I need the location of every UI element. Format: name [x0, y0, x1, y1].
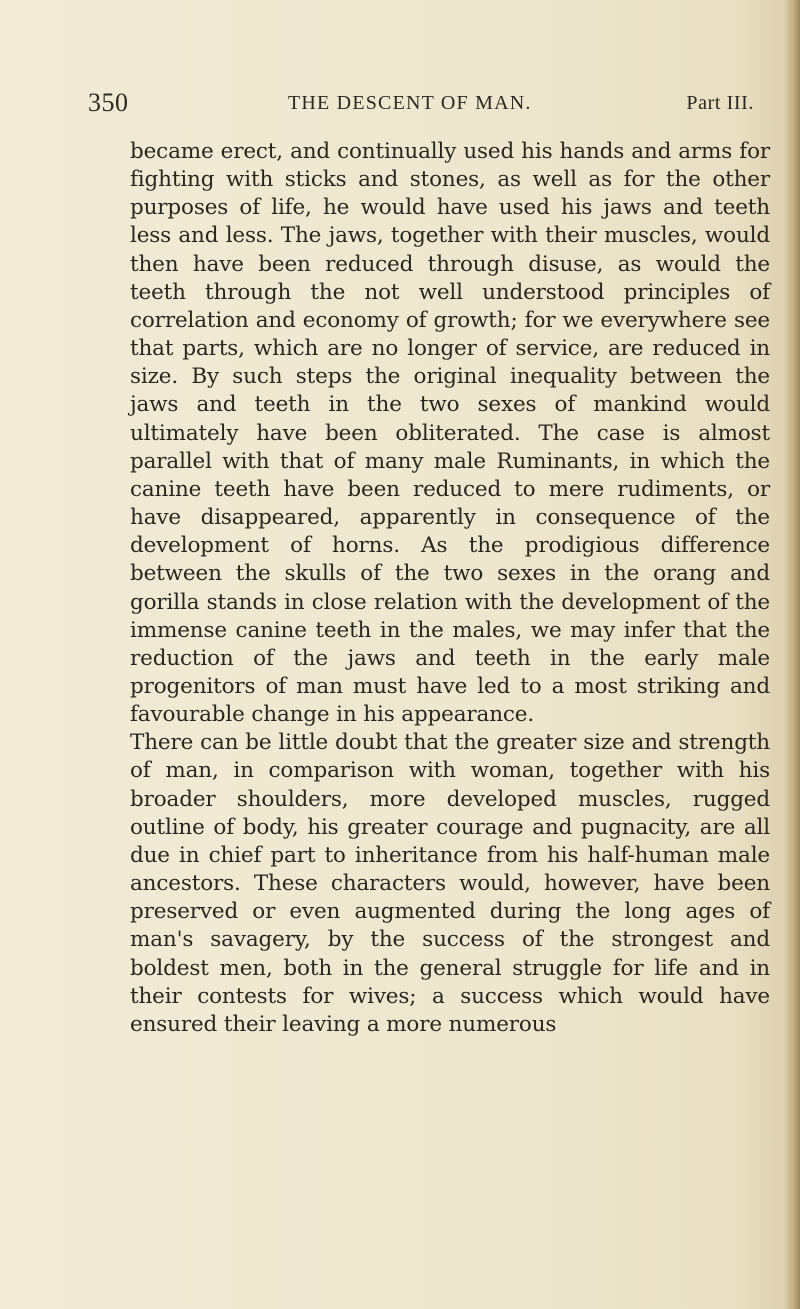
- page-number: 350: [88, 88, 129, 117]
- book-title: THE DESCENT OF MAN.: [288, 92, 532, 114]
- paragraph-1: became erect, and continually used his hands and arms for fighting with sticks and stones, as well as for the other purposes of life, he would have used his jaws and teeth less and less. The jaws, together with their muscles, would then have been reduced through disuse, as would the teeth through the not well understood principles of correlation and economy of growth; for we everywhere see that parts, which are no longer of service, are reduced in size. By such steps the original inequality between the jaws and teeth in the two sexes of mankind would ultimately have been obliterated. The case is almost parallel with that of many male Ruminants, in which the canine teeth have been reduced to mere rudiments, or have disappeared, apparently in consequence of the development of horns. As the prodigious difference between the skulls of the two sexes in the orang and gorilla stands in close relation with the development of the immense canine teeth in the males, we may infer that the reduction of the jaws and teeth in the early male progenitors of man must have led to a most striking and favourable change in his appearance.: [130, 139, 770, 728]
- page-edge-shadow: [784, 0, 800, 1309]
- part-label: Part III.: [686, 92, 754, 114]
- paragraph-2: There can be little doubt that the greater size and strength of man, in comparison with woman, together with his broader shoulders, more developed muscles, rugged outline of body, his greater courage and pugnacity, are all due in chief part to inheritance from his half-human male ancestors. These characters would, however, have been preserved or even augmented during the long ages of man's savagery, by the success of the strongest and boldest men, both in the general struggle for life and in their contests for wives; a success which would have ensured their leaving a more numerous: [130, 730, 770, 1037]
- body-text: [130, 138, 770, 1039]
- running-head: [88, 88, 764, 128]
